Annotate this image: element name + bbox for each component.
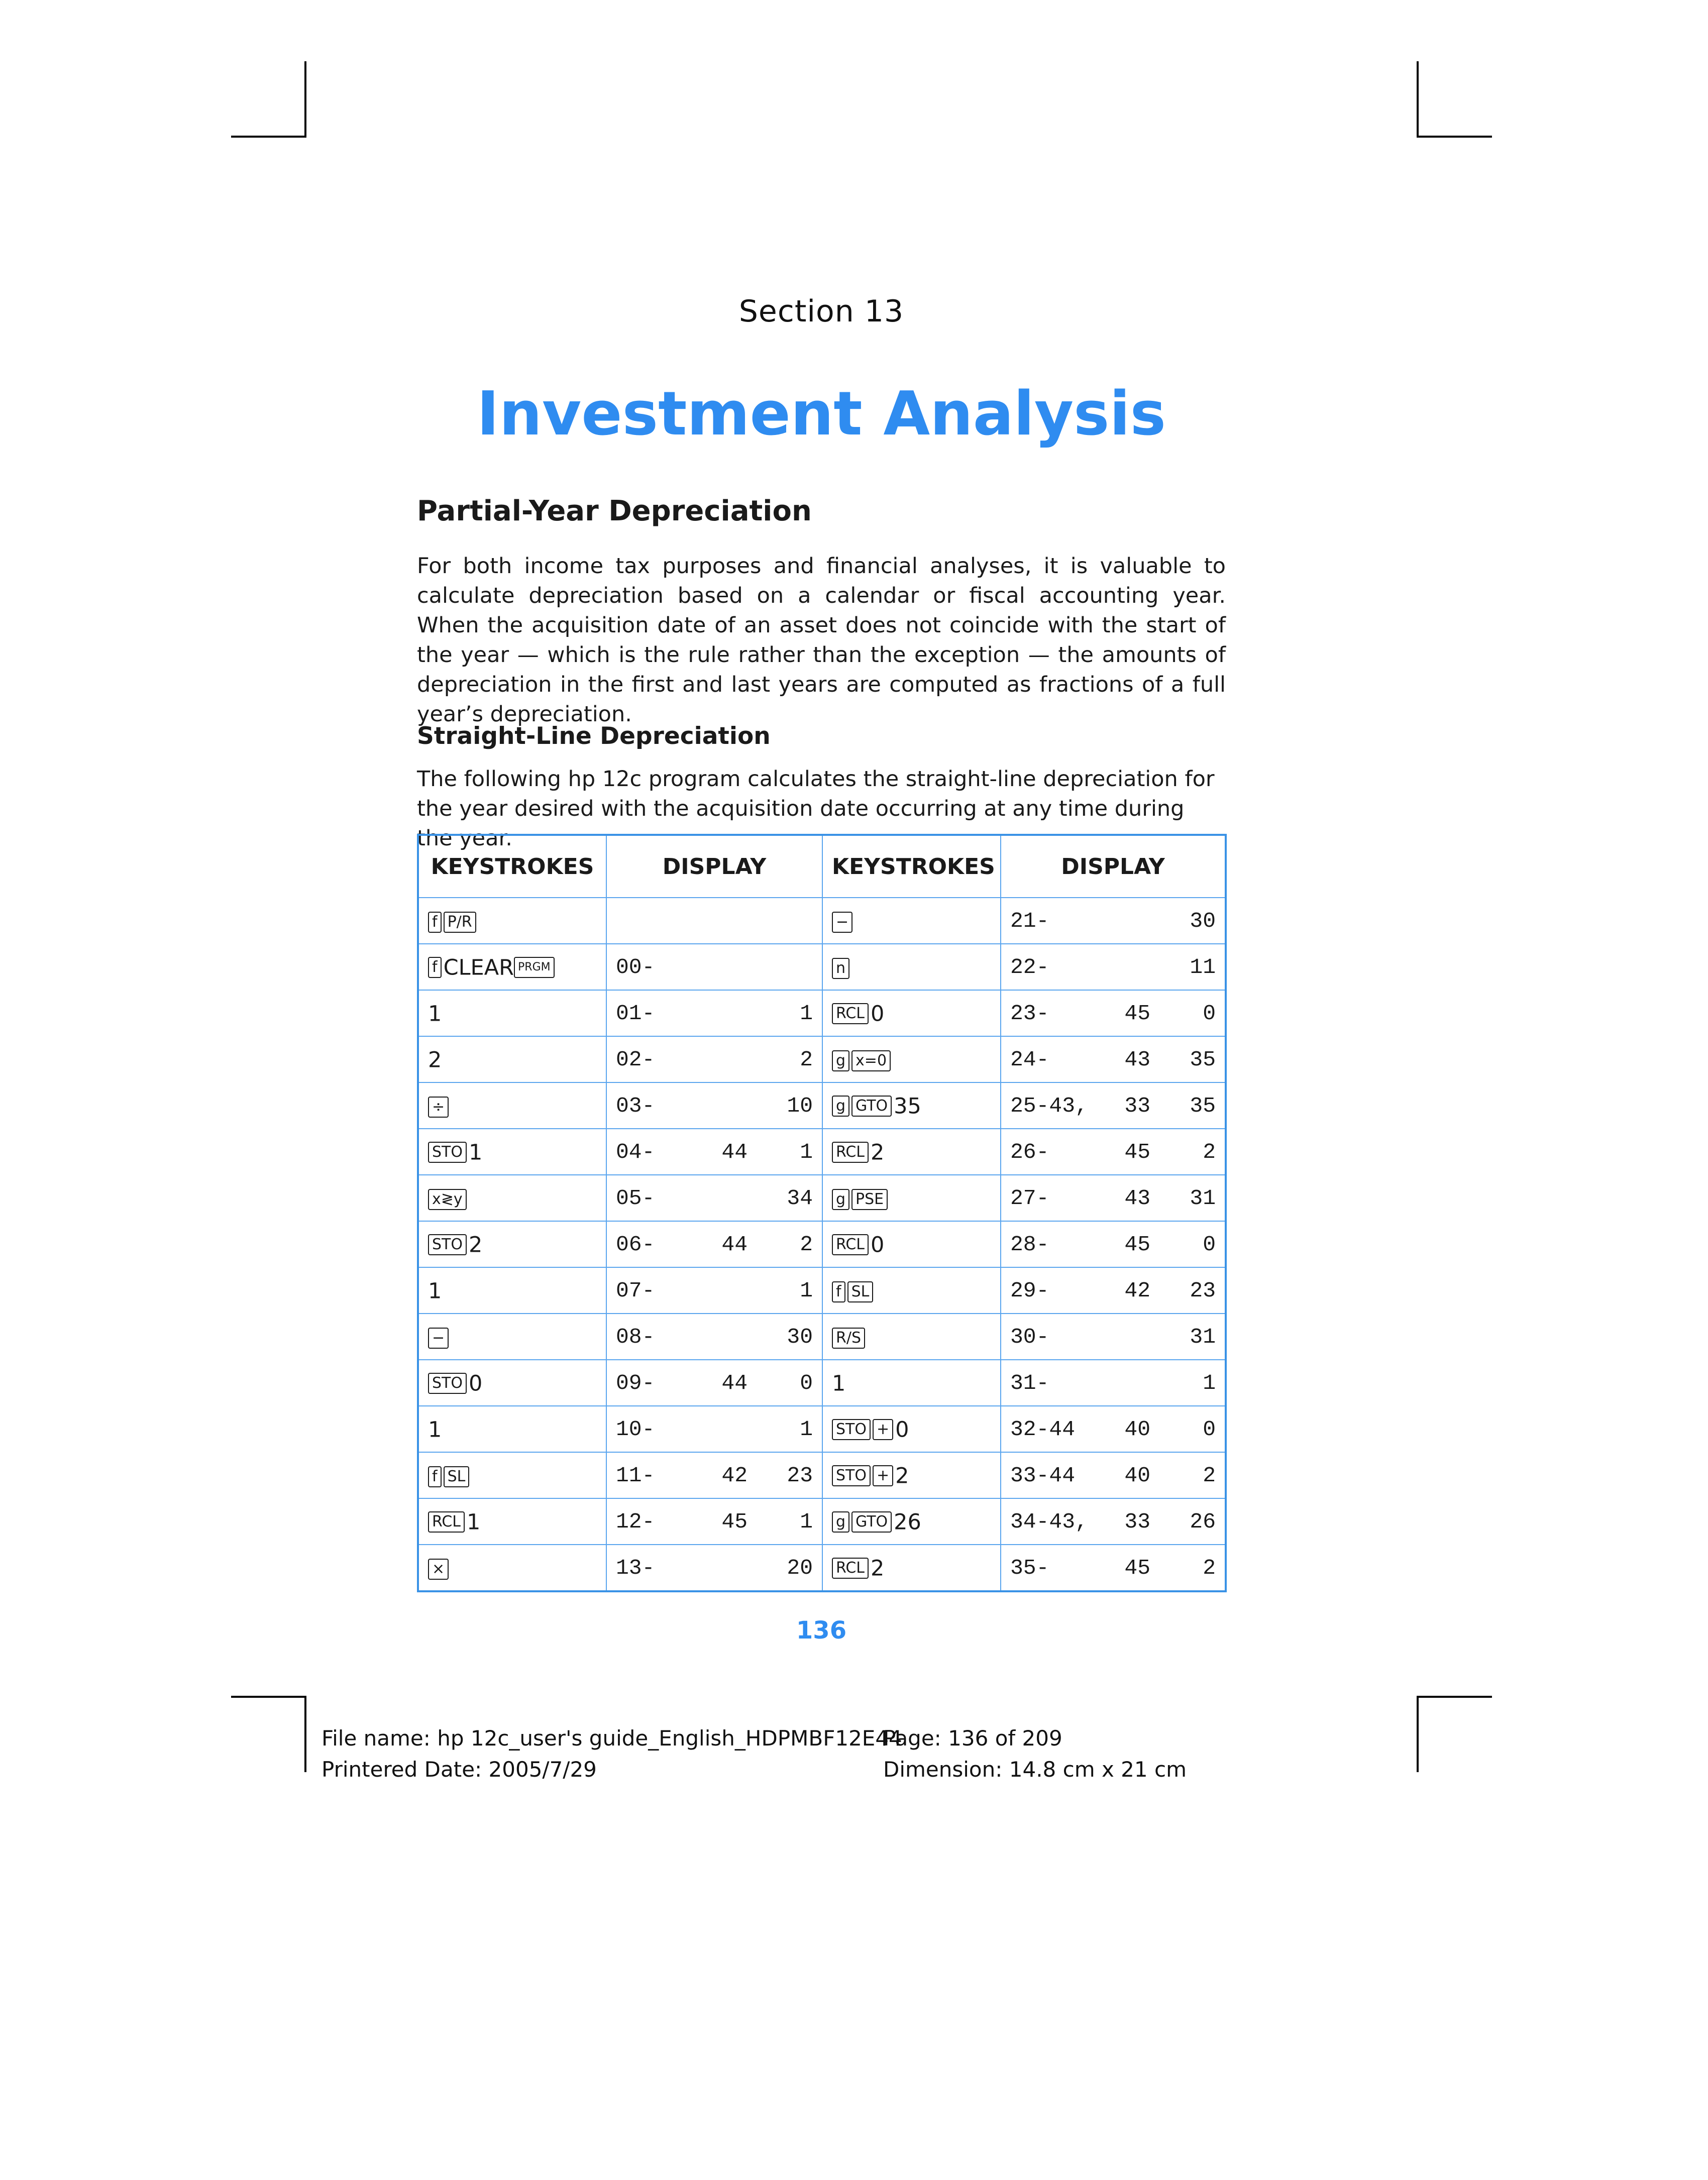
program-table-body: [418, 898, 1226, 1591]
display-line-number: 32-44: [1010, 1416, 1076, 1442]
calculator-key: f: [832, 1281, 845, 1302]
display-keycode-1: 45: [1124, 1555, 1150, 1580]
display-line-number: 28-: [1010, 1232, 1049, 1257]
keystroke-text: 2: [895, 1463, 909, 1489]
keystroke-text: 1: [428, 1001, 442, 1027]
display-cell-right: [1001, 1452, 1226, 1498]
display-line-number: 25-43,: [1010, 1093, 1088, 1118]
keystrokes-cell-right: [822, 1129, 1001, 1175]
calculator-key: x=0: [851, 1050, 891, 1071]
footer-right: [883, 1723, 1187, 1785]
partial-year-heading: Partial-Year Depreciation: [417, 495, 812, 527]
calculator-key: −: [832, 912, 852, 933]
display-line-number: 08-: [616, 1324, 655, 1349]
calculator-key: f: [428, 1466, 442, 1487]
crop-mark-top-left-h: [231, 136, 306, 138]
calculator-key: g: [832, 1511, 849, 1533]
keystroke-text: 2: [468, 1232, 483, 1258]
crop-mark-bottom-left-h: [231, 1696, 306, 1698]
partial-year-paragraph: For both income tax purposes and financial analyses, it is valuable to calculate depreciation based on a calendar or fiscal accounting year. When the acquisition date of an asset does not coincide with the start of the year — which is the rule rather than the exception — the amounts of depreciation in the first and last years are computed as fractions of a full year’s depreciation.: [417, 554, 1226, 727]
calculator-key: RCL: [832, 1558, 869, 1579]
table-row: [418, 1036, 1226, 1082]
display-line-number: 21-: [1010, 908, 1049, 933]
keystrokes-cell-right: [822, 1175, 1001, 1221]
table-row: [418, 944, 1226, 990]
display-keycode-2: 1: [1203, 1370, 1216, 1395]
keystroke-text: 0: [895, 1417, 909, 1443]
calculator-key: g: [832, 1050, 849, 1071]
calculator-key: R/S: [832, 1328, 865, 1349]
crop-mark-bottom-right-h: [1417, 1696, 1492, 1698]
keystrokes-cell-right: [822, 1267, 1001, 1314]
calculator-key: RCL: [832, 1142, 869, 1163]
display-line-number: 23-: [1010, 1001, 1049, 1026]
keystrokes-cell-left: [418, 1082, 606, 1129]
calculator-key: n: [832, 958, 849, 979]
keystroke-text: 26: [894, 1509, 921, 1535]
keystrokes-cell-left: [418, 1360, 606, 1406]
keystrokes-cell-left: [418, 1267, 606, 1314]
page-title: Investment Analysis: [476, 379, 1166, 449]
table-row: [418, 1267, 1226, 1314]
display-line-number: 35-: [1010, 1555, 1049, 1580]
display-keycode-2: 1: [800, 1509, 813, 1534]
display-cell-right: [1001, 1129, 1226, 1175]
calculator-key: GTO: [851, 1096, 892, 1117]
keystrokes-cell-left: [418, 1129, 606, 1175]
display-cell-left: [606, 1267, 822, 1314]
display-keycode-2: 35: [1190, 1047, 1216, 1072]
keystrokes-cell-right: [822, 1452, 1001, 1498]
table-row: [418, 1498, 1226, 1545]
display-keycode-2: 0: [1203, 1416, 1216, 1442]
display-cell-left: [606, 1082, 822, 1129]
keystroke-text: 1: [428, 1417, 442, 1443]
header-keystrokes-2: KEYSTROKES: [822, 835, 1001, 898]
display-keycode-2: 23: [787, 1463, 813, 1488]
display-keycode-2: 30: [1190, 908, 1216, 933]
display-cell-right: [1001, 1545, 1226, 1591]
keystroke-text: 0: [468, 1371, 483, 1396]
display-cell-left: [606, 898, 822, 944]
display-cell-right: [1001, 1175, 1226, 1221]
display-cell-left: [606, 944, 822, 990]
straight-line-paragraph: The following hp 12c program calculates the straight-line depreciation for the year desired with the acquisition date occurring at any time during the year.: [417, 767, 1215, 851]
display-keycode-1: 45: [1124, 1232, 1150, 1257]
footer-left: [322, 1723, 902, 1785]
display-keycode-2: 31: [1190, 1324, 1216, 1349]
keystrokes-cell-left: [418, 1314, 606, 1360]
display-keycode-2: 2: [800, 1232, 813, 1257]
display-line-number: 30-: [1010, 1324, 1049, 1349]
table-row: [418, 1545, 1226, 1591]
table-row: [418, 898, 1226, 944]
display-line-number: 33-44: [1010, 1463, 1076, 1488]
table-row: [418, 1452, 1226, 1498]
display-line-number: 12-: [616, 1509, 655, 1534]
crop-mark-bottom-right-v: [1417, 1696, 1419, 1772]
keystrokes-cell-left: [418, 898, 606, 944]
calculator-key: SL: [444, 1466, 470, 1487]
display-line-number: 29-: [1010, 1278, 1049, 1303]
display-keycode-2: 10: [787, 1093, 813, 1118]
header-keystrokes-1: KEYSTROKES: [418, 835, 606, 898]
display-cell-right: [1001, 990, 1226, 1036]
table-row: [418, 1082, 1226, 1129]
keystrokes-cell-right: [822, 990, 1001, 1036]
display-line-number: 09-: [616, 1370, 655, 1395]
program-table: [417, 834, 1227, 1592]
display-cell-right: [1001, 1082, 1226, 1129]
calculator-key: g: [832, 1189, 849, 1210]
table-row: [418, 1129, 1226, 1175]
display-line-number: 02-: [616, 1047, 655, 1072]
display-line-number: 05-: [616, 1185, 655, 1211]
calculator-key: ÷: [428, 1097, 449, 1118]
display-cell-right: [1001, 898, 1226, 944]
calculator-key: SL: [847, 1281, 874, 1302]
calculator-key: f: [428, 957, 442, 978]
display-keycode-1: 42: [721, 1463, 748, 1488]
display-keycode-1: 45: [721, 1509, 748, 1534]
display-keycode-1: 40: [1124, 1463, 1150, 1488]
display-cell-left: [606, 1498, 822, 1545]
display-keycode-2: 2: [800, 1047, 813, 1072]
table-header-row: [418, 835, 1226, 898]
display-line-number: 03-: [616, 1093, 655, 1118]
display-cell-right: [1001, 1406, 1226, 1452]
display-keycode-2: 2: [1203, 1139, 1216, 1164]
calculator-key: PRGM: [514, 957, 555, 978]
keystroke-text: 1: [467, 1509, 481, 1535]
display-keycode-1: 40: [1124, 1416, 1150, 1442]
keystroke-text: 2: [428, 1047, 442, 1073]
table-row: [418, 1314, 1226, 1360]
display-keycode-1: 43: [1124, 1185, 1150, 1211]
table-row: [418, 990, 1226, 1036]
calculator-key: GTO: [851, 1511, 892, 1533]
calculator-key: f: [428, 912, 442, 933]
display-keycode-2: 20: [787, 1555, 813, 1580]
display-cell-right: [1001, 1221, 1226, 1267]
table-row: [418, 1221, 1226, 1267]
display-cell-right: [1001, 1360, 1226, 1406]
keystrokes-cell-right: [822, 898, 1001, 944]
footer-page: Page: 136 of 209: [883, 1726, 1062, 1751]
display-keycode-2: 23: [1190, 1278, 1216, 1303]
calculator-key: −: [428, 1328, 449, 1349]
display-line-number: 31-: [1010, 1370, 1049, 1395]
calculator-key: x≷y: [428, 1189, 467, 1210]
calculator-key: P/R: [444, 912, 476, 933]
display-line-number: 11-: [616, 1463, 655, 1488]
display-keycode-2: 1: [800, 1139, 813, 1164]
display-cell-left: [606, 1036, 822, 1082]
calculator-key: STO: [832, 1465, 871, 1486]
display-keycode-1: 42: [1124, 1278, 1150, 1303]
crop-mark-bottom-left-v: [304, 1696, 306, 1772]
table-row: [418, 1175, 1226, 1221]
display-cell-right: [1001, 1314, 1226, 1360]
display-cell-right: [1001, 944, 1226, 990]
calculator-key: PSE: [851, 1189, 888, 1210]
calculator-key: +: [873, 1419, 893, 1440]
keystrokes-cell-left: [418, 1036, 606, 1082]
display-keycode-1: 44: [721, 1370, 748, 1395]
display-keycode-1: 44: [721, 1139, 748, 1164]
straight-line-heading: Straight-Line Depreciation: [417, 722, 771, 750]
keystrokes-cell-right: [822, 1082, 1001, 1129]
calculator-key: RCL: [428, 1511, 465, 1533]
calculator-key: ×: [428, 1559, 449, 1580]
keystroke-text: 0: [871, 1001, 885, 1027]
keystrokes-cell-left: [418, 1221, 606, 1267]
keystrokes-cell-left: [418, 1498, 606, 1545]
footer-file-name: File name: hp 12c_user's guide_English_HDPMBF12E44: [322, 1726, 902, 1751]
header-display-1: DISPLAY: [606, 835, 822, 898]
section-label: Section 13: [738, 294, 904, 329]
keystrokes-cell-right: [822, 1545, 1001, 1591]
page-number: 136: [796, 1616, 847, 1645]
display-cell-left: [606, 1360, 822, 1406]
display-cell-right: [1001, 1498, 1226, 1545]
keystroke-text: 2: [871, 1140, 885, 1165]
table-row: [418, 1406, 1226, 1452]
display-keycode-1: 43: [1124, 1047, 1150, 1072]
display-line-number: 06-: [616, 1232, 655, 1257]
keystroke-text: CLEAR: [443, 955, 514, 980]
keystrokes-cell-right: [822, 944, 1001, 990]
display-cell-left: [606, 1175, 822, 1221]
display-cell-left: [606, 1221, 822, 1267]
calculator-key: STO: [428, 1373, 467, 1394]
footer-printed-date: Printered Date: 2005/7/29: [322, 1757, 597, 1782]
table-row: [418, 1360, 1226, 1406]
display-keycode-2: 31: [1190, 1185, 1216, 1211]
display-keycode-1: 33: [1124, 1093, 1150, 1118]
display-keycode-2: 30: [787, 1324, 813, 1349]
display-cell-left: [606, 1314, 822, 1360]
calculator-key: STO: [428, 1142, 467, 1163]
keystrokes-cell-left: [418, 1406, 606, 1452]
display-line-number: 04-: [616, 1139, 655, 1164]
display-keycode-2: 1: [800, 1001, 813, 1026]
calculator-key: RCL: [832, 1234, 869, 1255]
display-keycode-2: 2: [1203, 1555, 1216, 1580]
calculator-key: g: [832, 1096, 849, 1117]
keystrokes-cell-right: [822, 1406, 1001, 1452]
keystrokes-cell-right: [822, 1360, 1001, 1406]
keystrokes-cell-right: [822, 1498, 1001, 1545]
display-keycode-2: 26: [1190, 1509, 1216, 1534]
calculator-key: +: [873, 1465, 893, 1486]
display-line-number: 07-: [616, 1278, 655, 1303]
calculator-key: RCL: [832, 1003, 869, 1024]
display-line-number: 26-: [1010, 1139, 1049, 1164]
display-keycode-2: 1: [800, 1416, 813, 1442]
display-line-number: 22-: [1010, 954, 1049, 979]
display-keycode-1: 33: [1124, 1509, 1150, 1534]
display-keycode-2: 2: [1203, 1463, 1216, 1488]
keystrokes-cell-right: [822, 1314, 1001, 1360]
display-line-number: 27-: [1010, 1185, 1049, 1211]
display-keycode-2: 11: [1190, 954, 1216, 979]
display-keycode-1: 45: [1124, 1139, 1150, 1164]
display-cell-left: [606, 1129, 822, 1175]
calculator-key: STO: [832, 1419, 871, 1440]
display-line-number: 34-43,: [1010, 1509, 1088, 1534]
keystroke-text: 35: [894, 1094, 921, 1119]
display-keycode-1: 45: [1124, 1001, 1150, 1026]
keystroke-text: 1: [832, 1371, 846, 1396]
display-cell-right: [1001, 1036, 1226, 1082]
display-cell-left: [606, 1406, 822, 1452]
display-keycode-1: 44: [721, 1232, 748, 1257]
display-line-number: 00-: [616, 954, 655, 979]
keystrokes-cell-left: [418, 1452, 606, 1498]
display-line-number: 10-: [616, 1416, 655, 1442]
display-keycode-2: 1: [800, 1278, 813, 1303]
crop-mark-top-left-v: [304, 61, 306, 138]
display-line-number: 24-: [1010, 1047, 1049, 1072]
display-cell-left: [606, 990, 822, 1036]
display-keycode-2: 35: [1190, 1093, 1216, 1118]
calculator-key: STO: [428, 1234, 467, 1255]
header-display-2: DISPLAY: [1001, 835, 1226, 898]
keystrokes-cell-right: [822, 1036, 1001, 1082]
keystrokes-cell-left: [418, 1545, 606, 1591]
footer-dimension: Dimension: 14.8 cm x 21 cm: [883, 1757, 1187, 1782]
keystrokes-cell-left: [418, 944, 606, 990]
display-keycode-2: 0: [1203, 1232, 1216, 1257]
keystroke-text: 2: [871, 1556, 885, 1581]
keystrokes-cell-left: [418, 990, 606, 1036]
display-keycode-2: 34: [787, 1185, 813, 1211]
keystroke-text: 1: [428, 1278, 442, 1304]
keystroke-text: 0: [871, 1232, 885, 1258]
keystroke-text: 1: [468, 1140, 483, 1165]
display-cell-left: [606, 1545, 822, 1591]
display-line-number: 01-: [616, 1001, 655, 1026]
display-keycode-2: 0: [1203, 1001, 1216, 1026]
keystrokes-cell-right: [822, 1221, 1001, 1267]
crop-mark-top-right-h: [1417, 136, 1492, 138]
keystrokes-cell-left: [418, 1175, 606, 1221]
display-cell-left: [606, 1452, 822, 1498]
display-cell-right: [1001, 1267, 1226, 1314]
crop-mark-top-right-v: [1417, 61, 1419, 138]
display-keycode-2: 0: [800, 1370, 813, 1395]
display-line-number: 13-: [616, 1555, 655, 1580]
